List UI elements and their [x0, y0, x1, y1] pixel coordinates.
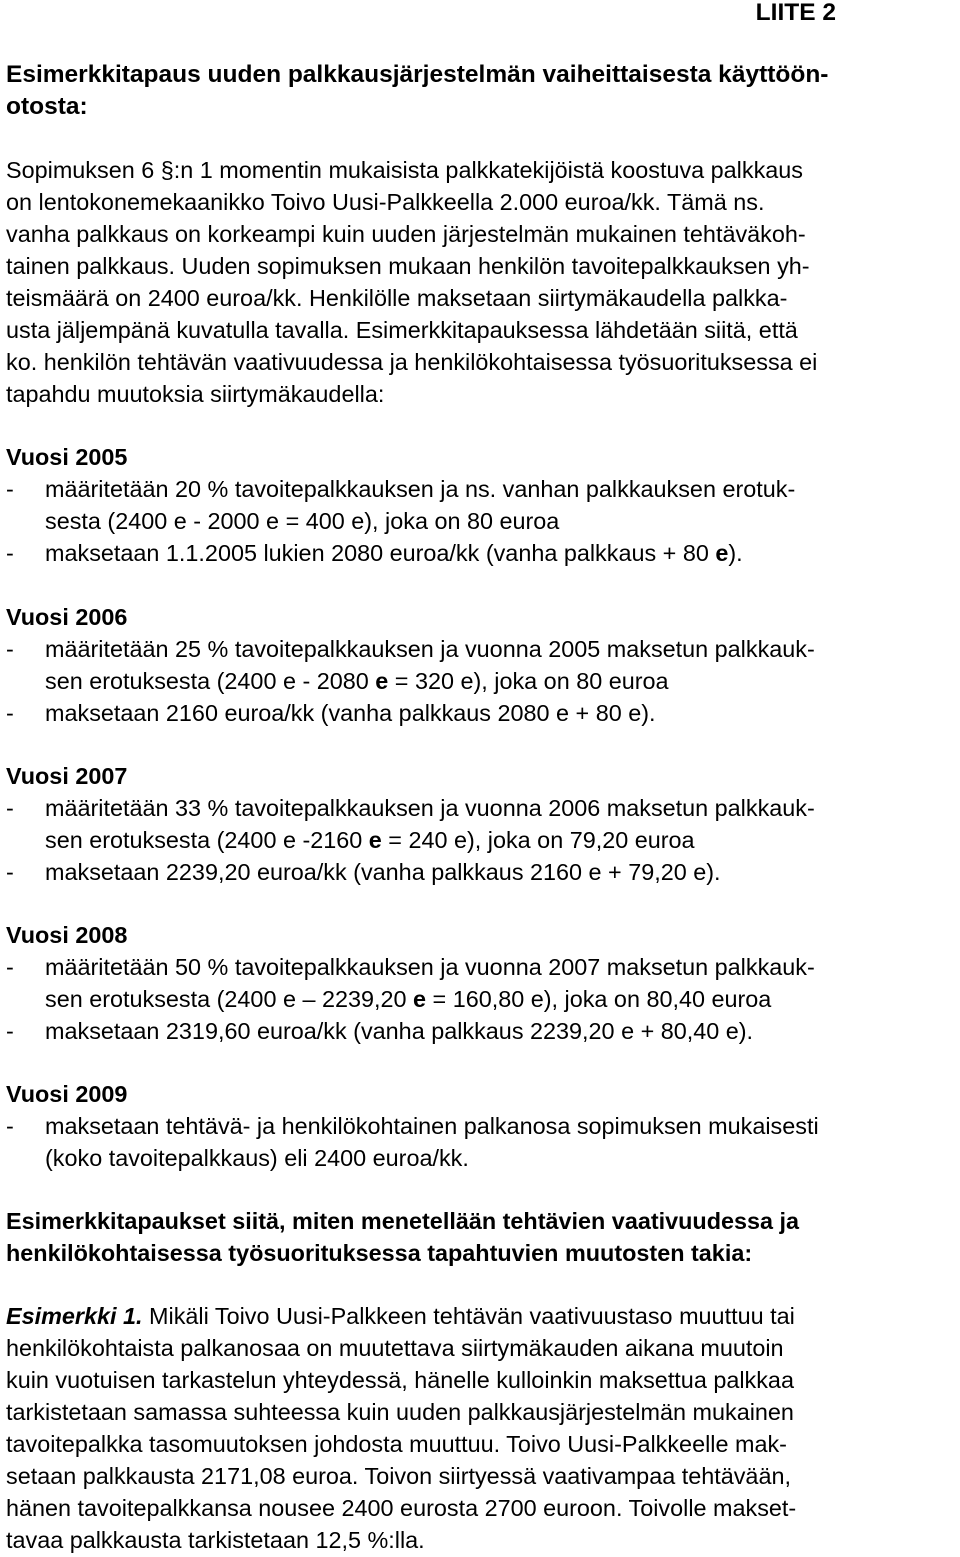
bullet-dash: - [6, 700, 14, 726]
year-heading: Vuosi 2006 [6, 604, 128, 630]
section-heading-line: Esimerkkitapaukset siitä, miten menetellään tehtävien vaativuudessa ja [6, 1208, 800, 1234]
intro-line: ko. henkilön tehtävän vaativuudessa ja henkilökohtaisessa työsuorituksessa ei [6, 349, 818, 375]
bullet-text: määritetään 33 % tavoitepalkkauksen ja vuonna 2006 maksetun palkkauk- [45, 795, 815, 821]
bullet-continuation [6, 1142, 954, 1174]
year-heading: Vuosi 2005 [6, 444, 128, 470]
bullet-dash: - [6, 859, 14, 885]
bullet-text: määritetään 20 % tavoitepalkkauksen ja ns. vanhan palkkauksen erotuk- [45, 476, 796, 502]
intro-line: usta jäljempänä kuvatulla tavalla. Esimerkkitapauksessa lähdetään siitä, että [6, 317, 798, 343]
bullet-item [6, 856, 954, 888]
bullet-item [6, 633, 954, 665]
section-heading-line: henkilökohtaisessa työsuorituksessa tapahtuvien muutosten takia: [6, 1240, 753, 1266]
bullet-dash: - [6, 1113, 14, 1139]
bullet-continuation [6, 505, 954, 537]
example-label: Esimerkki 1. [6, 1303, 143, 1329]
bullet-text: sen erotuksesta (2400 e - 2080 e = 320 e), joka on 80 euroa [45, 668, 669, 694]
bullet-text: maksetaan tehtävä- ja henkilökohtainen palkanosa sopimuksen mukaisesti [45, 1113, 819, 1139]
intro-line: vanha palkkaus on korkeampi kuin uuden järjestelmän mukainen tehtäväkoh- [6, 221, 806, 247]
bullet-item [6, 1110, 954, 1142]
appendix-label: LIITE 2 [755, 0, 836, 26]
document-heading [6, 59, 954, 123]
bullet-text: maksetaan 1.1.2005 lukien 2080 euroa/kk (vanha palkkaus + 80 e). [45, 540, 743, 566]
bullet-item [6, 537, 954, 569]
example-line: Esimerkki 1. Mikäli Toivo Uusi-Palkkeen tehtävän vaativuustaso muuttuu tai [6, 1303, 795, 1329]
bullet-continuation [6, 983, 954, 1015]
bullet-continuation [6, 824, 954, 856]
heading-line-2: otosta: [6, 93, 88, 120]
bullet-dash: - [6, 476, 14, 502]
intro-line: tapahdu muutoksia siirtymäkaudella: [6, 381, 385, 407]
bullet-dash: - [6, 636, 14, 662]
example-line: setaan palkkausta 2171,08 euroa. Toivon siirtyessä vaativampaa tehtävään, [6, 1463, 791, 1489]
year-heading: Vuosi 2007 [6, 763, 128, 789]
bullet-dash: - [6, 540, 14, 566]
intro-line: Sopimuksen 6 §:n 1 momentin mukaisista palkkatekijöistä koostuva palkkaus [6, 157, 803, 183]
bullet-item [6, 792, 954, 824]
example-line: hänen tavoitepalkkansa nousee 2400 eurosta 2700 euroon. Toivolle makset- [6, 1495, 797, 1521]
bullet-text: sesta (2400 e - 2000 e = 400 e), joka on 80 euroa [45, 508, 560, 534]
bullet-text: määritetään 25 % tavoitepalkkauksen ja vuonna 2005 maksetun palkkauk- [45, 636, 815, 662]
example-line: kuin vuotuisen tarkastelun yhteydessä, hänelle kulloinkin maksettua palkkaa [6, 1367, 794, 1393]
bullet-text: määritetään 50 % tavoitepalkkauksen ja vuonna 2007 maksetun palkkauk- [45, 954, 815, 980]
bullet-text: sen erotuksesta (2400 e -2160 e = 240 e), joka on 79,20 euroa [45, 827, 695, 853]
bullet-item [6, 1015, 954, 1047]
bullet-item [6, 697, 954, 729]
bullet-item [6, 473, 954, 505]
intro-line: teismäärä on 2400 euroa/kk. Henkilölle maksetaan siirtymäkaudella palkka- [6, 285, 788, 311]
heading-line-1: Esimerkkitapaus uuden palkkausjärjestelmän vaiheittaisesta käyttöön- [6, 61, 829, 88]
bullet-dash: - [6, 795, 14, 821]
example-line: tavoitepalkka tasomuutoksen johdosta muuttuu. Toivo Uusi-Palkkeelle mak- [6, 1431, 787, 1457]
bullet-dash: - [6, 954, 14, 980]
bullet-text: maksetaan 2239,20 euroa/kk (vanha palkkaus 2160 e + 79,20 e). [45, 859, 721, 885]
bullet-continuation [6, 665, 954, 697]
bullet-text: (koko tavoitepalkkaus) eli 2400 euroa/kk. [45, 1145, 469, 1171]
intro-line: tainen palkkaus. Uuden sopimuksen mukaan henkilön tavoitepalkkauksen yh- [6, 253, 810, 279]
year-heading: Vuosi 2008 [6, 922, 128, 948]
example-line: tarkistetaan samassa suhteessa kuin uuden palkkausjärjestelmän mukainen [6, 1399, 794, 1425]
example-line: henkilökohtaista palkanosaa on muutettava siirtymäkauden aikana muutoin [6, 1335, 784, 1361]
example-line: tavaa palkkausta tarkistetaan 12,5 %:lla. [6, 1527, 425, 1553]
intro-line: on lentokonemekaanikko Toivo Uusi-Palkkeella 2.000 euroa/kk. Tämä ns. [6, 189, 765, 215]
bullet-text: maksetaan 2160 euroa/kk (vanha palkkaus 2080 e + 80 e). [45, 700, 656, 726]
bullet-text: maksetaan 2319,60 euroa/kk (vanha palkkaus 2239,20 e + 80,40 e). [45, 1018, 754, 1044]
bullet-dash: - [6, 1018, 14, 1044]
bullet-item [6, 951, 954, 983]
bullet-text: sen erotuksesta (2400 e – 2239,20 e = 160,80 e), joka on 80,40 euroa [45, 986, 772, 1012]
year-heading: Vuosi 2009 [6, 1081, 128, 1107]
